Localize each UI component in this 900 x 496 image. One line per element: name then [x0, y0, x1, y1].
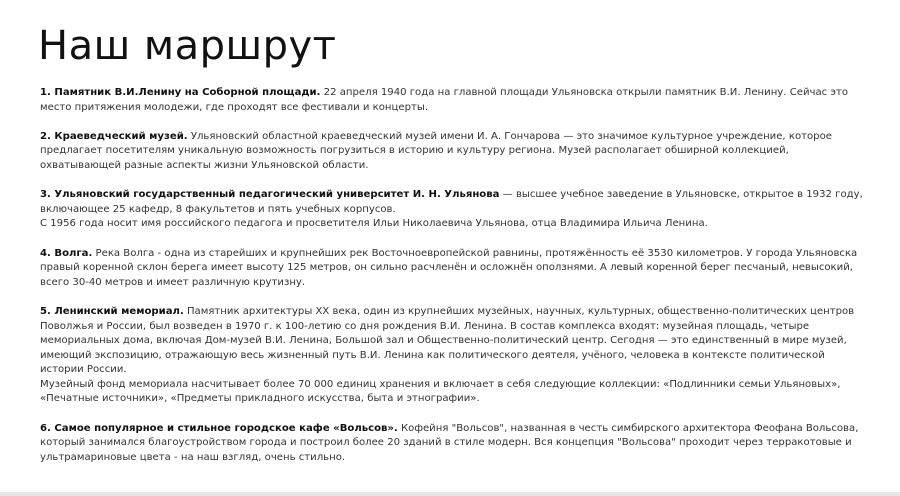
route-item-volsov-cafe	[40, 422, 870, 466]
route-item-heading: 1. Памятник В.И.Ленину на Соборной площади.	[40, 87, 321, 98]
route-item-text: Ульяновский областной краеведческий музей имени И. А. Гончарова — это значимое культурное учреждение, которое предлагает посетителям уникальную возможность погрузиться в историю и культуру региона. Музей располагает обширной коллекцией, охватывающей разные аспекты жизни Ульяновской области.	[40, 130, 832, 171]
page-title: Наш маршрут	[38, 23, 337, 69]
route-item-text: Кофейня "Вольсов", названная в честь симбирского архитектора Феофана Вольсова, который занимался благоустройством города и построил более 20 зданий в стиле модерн. Вся концепция "Вольсова" проходит через терракотовые и ультрамариновые цвета - на наш взгляд, очень стильно.	[40, 422, 859, 463]
bottom-divider	[0, 492, 900, 496]
route-item-pedagogical-university	[40, 188, 870, 232]
route-item-heading: 2. Краеведческий музей.	[40, 130, 188, 142]
route-item-heading: 6. Самое популярное и стильное городское кафе «Вольсов».	[40, 422, 398, 434]
route-item-text: — высшее учебное заведение в Ульяновске, открытое в 1932 году, включающее 25 кафедр, 8 факультетов и пять учебных корпусов.	[40, 189, 863, 215]
route-item-extra-text: Музейный фонд мемориала насчитывает более 70 000 единиц хранения и включает в себя следующие коллекции: «Подлинники семьи Ульяновых», «Печатные источники», «Предметы прикладного искусства, быта и этнографии».	[40, 378, 841, 405]
route-item-lenin-memorial	[40, 305, 870, 407]
route-item-local-history-museum	[40, 130, 870, 174]
route-item-lenin-monument	[40, 86, 870, 115]
route-item-heading: 4. Волга.	[40, 247, 93, 259]
route-item-heading: 3. Ульяновский государственный педагогический университет И. Н. Ульянова	[40, 189, 500, 201]
route-item-volga	[40, 247, 870, 291]
route-list	[40, 86, 870, 480]
route-item-text: 22 апреля 1940 года на главной площади Ульяновска открыли памятник В.И. Ленину. Сейчас это место притяжения молодежи, где проходят все фестивали и концерты.	[40, 87, 849, 113]
route-item-heading: 5. Ленинский мемориал.	[40, 305, 184, 317]
route-item-text: Памятник архитектуры XX века, один из крупнейших музейных, научных, культурных, общественно-политических центров Поволжья и России, был возведен в 1970 г. к 100-летию со дня рождения В.И. Ленина. В состав комплекса входят: музейная площадь, четыре мемориальных дома, включая Дом-музей В.И. Ленина, Большой зал и Общественно-политический центр. Сегодня — это единственный в мире музей, имеющий экспозицию, отражающую весь жизненный путь В.И. Ленина как политического деятеля, учёного, человека в контексте политической истории России.	[40, 305, 855, 376]
route-item-text: Река Волга - одна из старейших и крупнейших рек Восточноевропейской равнины, протяжённость её 3530 километров. У города Ульяновска правый коренной склон берега имеет высоту 125 метров, он сильно расчленён и осложнён оползнями. А левый коренной берег песчаный, невысокий, всего 30-40 метров и имеет различную крутизну.	[40, 247, 858, 288]
route-item-extra-text: С 1956 года носит имя российского педагога и просветителя Ильи Николаевича Ульянова, отца Владимира Ильича Ленина.	[40, 218, 708, 230]
